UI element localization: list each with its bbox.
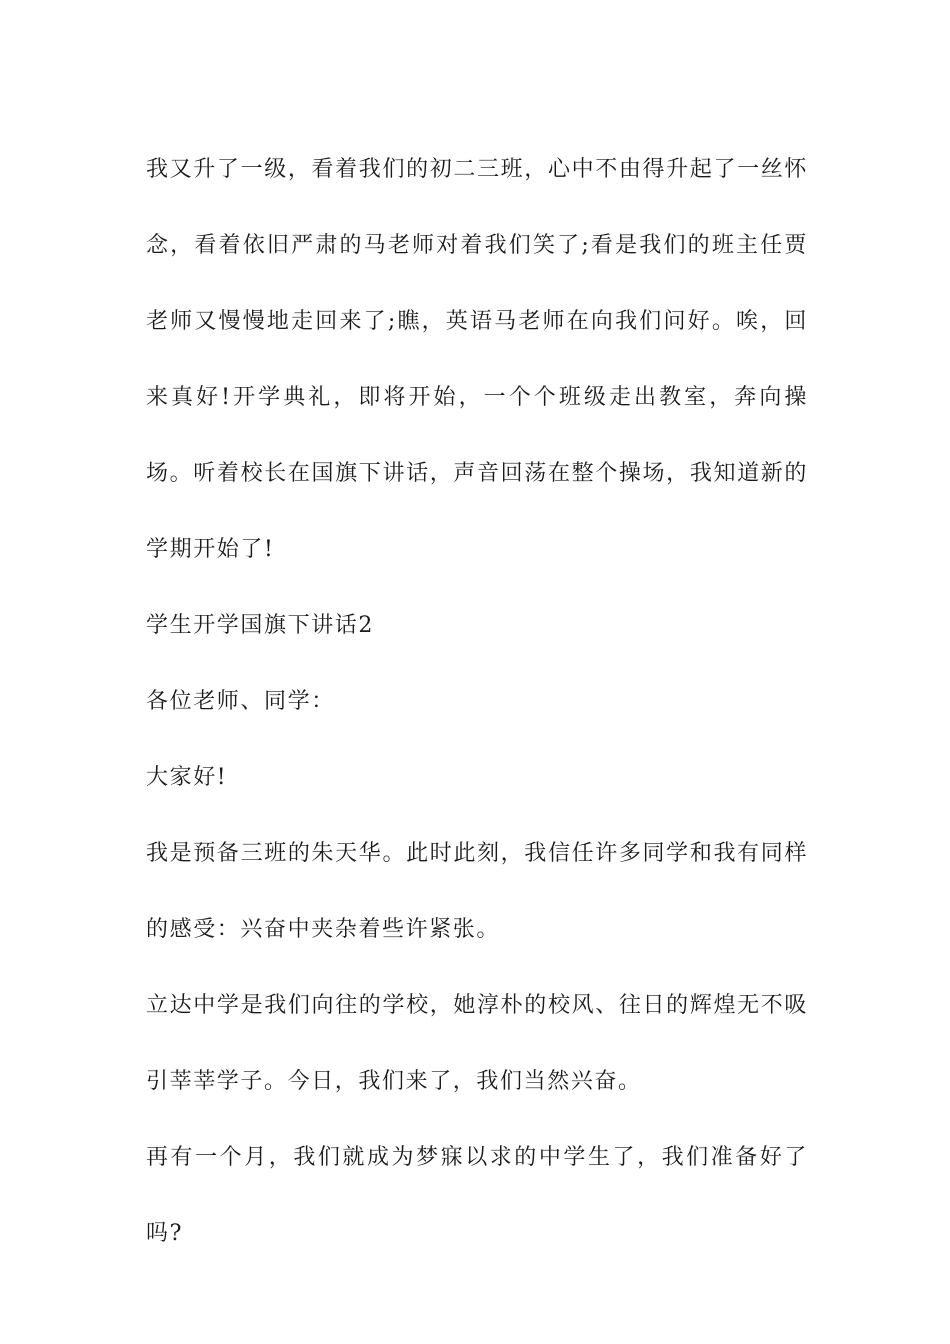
paragraph-school: 立达中学是我们向往的学校，她淳朴的校风、往日的辉煌无不吸引莘莘学子。今日，我们来了，我们当然兴奋。 bbox=[146, 993, 808, 1094]
paragraph-salutation: 各位老师、同学： bbox=[146, 689, 335, 714]
paragraph-question: 再有一个月，我们就成为梦寐以求的中学生了，我们准备好了吗? bbox=[146, 1145, 808, 1246]
paragraph-greeting: 大家好! bbox=[146, 765, 228, 790]
section-heading: 学生开学国旗下讲话2 bbox=[146, 613, 374, 638]
paragraph-self-intro: 我是预备三班的朱天华。此时此刻，我信任许多同学和我有同样的感受：兴奋中夹杂着些许紧张。 bbox=[146, 841, 808, 942]
paragraph-intro: 我又升了一级，看着我们的初二三班，心中不由得升起了一丝怀念，看着依旧严肃的马老师对着我们笑了;看是我们的班主任贾老师又慢慢地走回来了;瞧，英语马老师在向我们问好。唉，回来真好!开学典礼，即将开始，一个个班级走出教室，奔向操场。听着校长在国旗下讲话，声音回荡在整个操场，我知道新的学期开始了! bbox=[146, 157, 808, 562]
document-body bbox=[146, 132, 808, 1272]
